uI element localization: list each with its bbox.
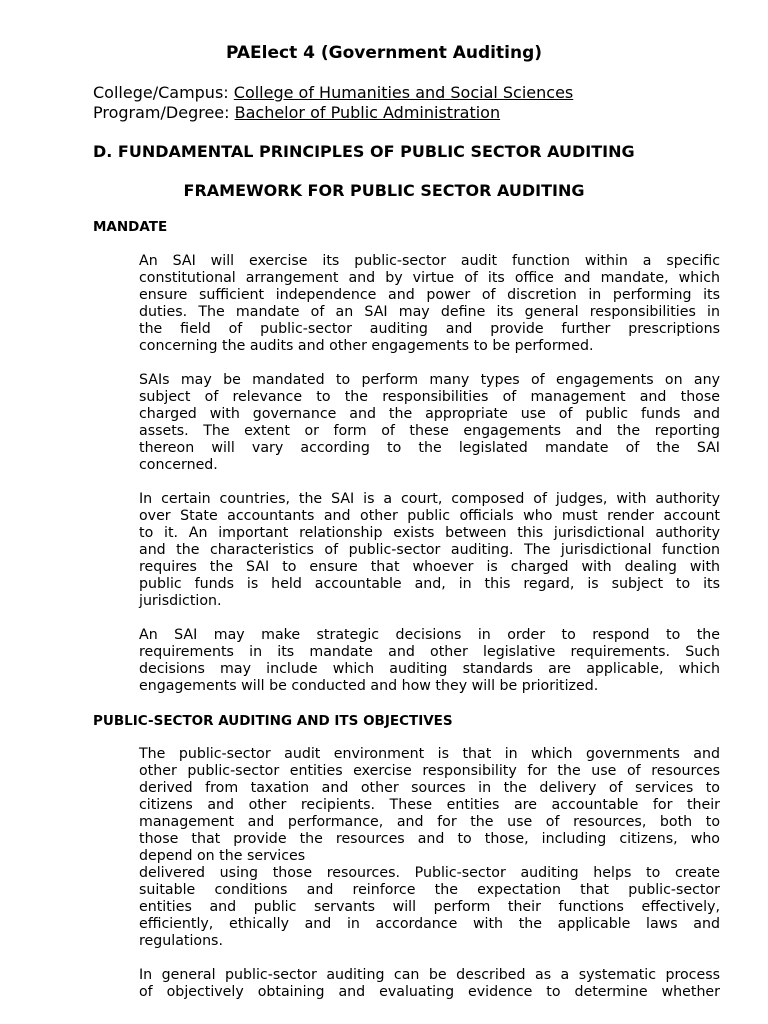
framework-heading: FRAMEWORK FOR PUBLIC SECTOR AUDITING: [183, 181, 585, 200]
paragraph-line: subject of relevance to the responsibilities of management and those: [139, 389, 720, 405]
paragraph-line: charged with governance and the appropriate use of public funds and: [139, 406, 720, 422]
mandate-paragraph-2: [139, 372, 720, 474]
paragraph-line: of objectively obtaining and evaluating evidence to determine whether: [139, 984, 720, 1000]
paragraph-line: entities and public servants will perform their functions effectively,: [139, 899, 720, 915]
paragraph-line: public funds is held accountable and, in this regard, is subject to its: [139, 576, 720, 592]
mandate-paragraph-1: [139, 253, 720, 355]
college-campus-line: [93, 83, 573, 103]
paragraph-line: An SAI will exercise its public-sector audit function within a specific: [139, 253, 720, 269]
paragraph-line: efficiently, ethically and in accordance with the applicable laws and: [139, 916, 720, 932]
paragraph-line: regulations.: [139, 933, 223, 949]
paragraph-line: engagements will be conducted and how they will be prioritized.: [139, 678, 599, 694]
mandate-paragraph-4: [139, 627, 720, 695]
section-heading-d: D. FUNDAMENTAL PRINCIPLES OF PUBLIC SECTOR AUDITING: [93, 142, 635, 161]
paragraph-line: ensure sufficient independence and power of discretion in performing its: [139, 287, 720, 303]
objectives-paragraph-1: [139, 746, 720, 950]
paragraph-line: assets. The extent or form of these engagements and the reporting: [139, 423, 720, 439]
paragraph-line: An SAI may make strategic decisions in order to respond to the: [139, 627, 720, 643]
paragraph-line: requires the SAI to ensure that whoever is charged with dealing with: [139, 559, 720, 575]
paragraph-line: requirements in its mandate and other legislative requirements. Such: [139, 644, 720, 660]
paragraph-line: concerning the audits and other engagements to be performed.: [139, 338, 594, 354]
paragraph-line: jurisdiction.: [139, 593, 222, 609]
college-label: College/Campus:: [93, 83, 234, 102]
paragraph-line: constitutional arrangement and by virtue of its office and mandate, which: [139, 270, 720, 286]
document-title: PAElect 4 (Government Auditing): [225, 43, 543, 63]
paragraph-line: decisions may include which auditing standards are applicable, which: [139, 661, 720, 677]
paragraph-line: thereon will vary according to the legislated mandate of the SAI: [139, 440, 720, 456]
paragraph-line: concerned.: [139, 457, 218, 473]
program-value: Bachelor of Public Administration: [234, 103, 501, 122]
program-degree-line: [93, 103, 500, 123]
paragraph-line: SAIs may be mandated to perform many types of engagements on any: [139, 372, 720, 388]
paragraph-line: depend on the services: [139, 848, 306, 864]
paragraph-line: suitable conditions and reinforce the expectation that public-sector: [139, 882, 720, 898]
objectives-paragraph-2: [139, 967, 720, 1001]
paragraph-line: The public-sector audit environment is that in which governments and: [139, 746, 720, 762]
paragraph-line: other public-sector entities exercise responsibility for the use of resources: [139, 763, 720, 779]
paragraph-line: to it. An important relationship exists between this jurisdictional authority: [139, 525, 720, 541]
mandate-heading: MANDATE: [93, 219, 168, 235]
mandate-paragraph-3: [139, 491, 720, 610]
paragraph-line: In certain countries, the SAI is a court, composed of judges, with authority: [139, 491, 720, 507]
paragraph-line: management and performance, and for the use of resources, both to: [139, 814, 720, 830]
paragraph-line: duties. The mandate of an SAI may define its general responsibilities in: [139, 304, 720, 320]
paragraph-line: In general public-sector auditing can be described as a systematic process: [139, 967, 720, 983]
paragraph-line: those that provide the resources and to those, including citizens, who: [139, 831, 720, 847]
objectives-heading: PUBLIC-SECTOR AUDITING AND ITS OBJECTIVES: [93, 713, 453, 729]
college-value: College of Humanities and Social Sciences: [233, 83, 574, 102]
paragraph-line: derived from taxation and other sources in the delivery of services to: [139, 780, 720, 796]
program-label: Program/Degree:: [93, 103, 235, 122]
paragraph-line: citizens and other recipients. These entities are accountable for their: [139, 797, 720, 813]
paragraph-line: the field of public-sector auditing and provide further prescriptions: [139, 321, 720, 337]
paragraph-line: over State accountants and other public officials who must render account: [139, 508, 720, 524]
paragraph-line: and the characteristics of public-sector auditing. The jurisdictional function: [139, 542, 720, 558]
paragraph-line: delivered using those resources. Public-sector auditing helps to create: [139, 865, 720, 881]
